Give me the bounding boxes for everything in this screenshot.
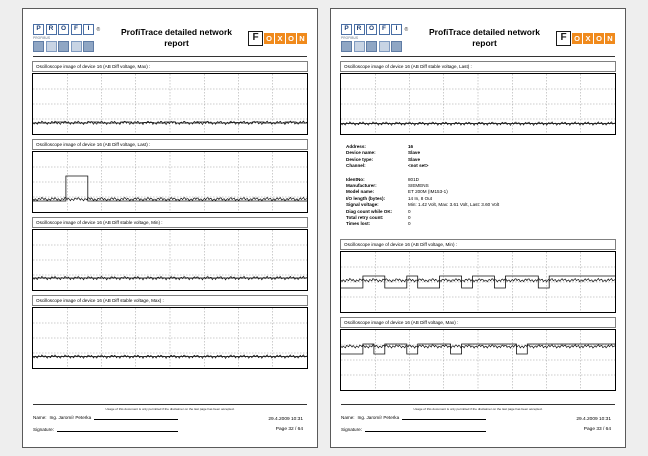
info-value: <not set> bbox=[408, 163, 429, 169]
scope-section bbox=[32, 61, 308, 135]
info-value: 0 bbox=[408, 208, 411, 214]
footer-disclaimer: Usage of this document is only permitted if the disclaimer on the last page has been accepted. bbox=[413, 407, 543, 411]
report-title: ProfiTrace detailed network report bbox=[120, 27, 232, 48]
foxon-logo-icon bbox=[248, 31, 307, 46]
profibus-logo-letter: P bbox=[341, 24, 352, 35]
footer-name-value: Ing. Jaromír Peterka bbox=[357, 415, 400, 420]
footer-timestamp: 29.4.2009 10:31 bbox=[268, 417, 303, 422]
footer-divider bbox=[341, 404, 615, 405]
page-content bbox=[32, 61, 308, 404]
footer-signature-label: Signature: bbox=[33, 427, 54, 432]
footer-signature-label: Signature: bbox=[341, 427, 362, 432]
foxon-logo-letter: O bbox=[286, 33, 296, 44]
info-label: Device name: bbox=[346, 150, 376, 156]
scope-section bbox=[340, 317, 616, 391]
scope-section-title: Oscilloscope image of device 16 (AB Diff stable voltage, Last) : bbox=[340, 61, 616, 72]
info-label: Signal voltage: bbox=[346, 202, 379, 208]
profibus-logo-block bbox=[354, 41, 365, 52]
oscilloscope-chart[interactable] bbox=[340, 251, 616, 313]
info-label: Total retry count: bbox=[346, 215, 384, 221]
scope-section-title: Oscilloscope image of device 16 (AB Diff voltage, Max) : bbox=[32, 61, 308, 72]
scope-section-title: Oscilloscope image of device 16 (AB Diff voltage, Min) : bbox=[340, 239, 616, 250]
info-row bbox=[346, 221, 614, 227]
info-label: Address: bbox=[346, 144, 366, 149]
profibus-logo-block bbox=[83, 41, 94, 52]
footer-name-label: Name: bbox=[33, 415, 47, 420]
foxon-logo-letter: O bbox=[594, 33, 604, 44]
info-label: Diag count while OK: bbox=[346, 208, 393, 214]
page-footer bbox=[340, 404, 616, 439]
info-value: 14 In, 8 Out bbox=[408, 195, 433, 201]
foxon-logo-letter: N bbox=[297, 33, 307, 44]
info-value: SIEMENS bbox=[408, 183, 429, 189]
footer-page-number: Page 32 / 64 bbox=[275, 427, 303, 432]
scope-section bbox=[340, 61, 616, 135]
scope-section bbox=[32, 217, 308, 291]
footer-signature-underline bbox=[365, 430, 486, 432]
oscilloscope-chart[interactable] bbox=[32, 151, 308, 213]
scope-section-title: Oscilloscope image of device 16 (AB Diff stable voltage, Max) : bbox=[32, 295, 308, 306]
info-value: 16 bbox=[408, 144, 414, 149]
info-value: 0 bbox=[408, 221, 411, 227]
profibus-logo-block bbox=[366, 41, 377, 52]
profibus-logo-letter: O bbox=[366, 24, 377, 35]
footer-name-value: Ing. Jaromír Peterka bbox=[49, 415, 92, 420]
info-row bbox=[346, 163, 614, 169]
foxon-logo-letter: O bbox=[264, 33, 274, 44]
footer-name-label: Name: bbox=[341, 415, 355, 420]
profibus-logo-icon bbox=[33, 24, 105, 52]
footer-signature-row bbox=[341, 427, 486, 432]
scope-section bbox=[32, 295, 308, 369]
profibus-logo-letter: P bbox=[33, 24, 44, 35]
info-label: Manufacturer: bbox=[346, 183, 377, 189]
profibus-logo-letter: R bbox=[46, 24, 57, 35]
footer-signature-row bbox=[33, 427, 178, 432]
footer-name-underline bbox=[402, 418, 486, 420]
footer-page-number: Page 33 / 64 bbox=[583, 427, 611, 432]
footer-name-underline bbox=[94, 418, 178, 420]
profibus-logo-block bbox=[71, 41, 82, 52]
scope-section-title: Oscilloscope image of device 16 (AB Diff stable voltage, Min) : bbox=[32, 217, 308, 228]
info-label: IdentNo: bbox=[346, 176, 365, 182]
info-value: Min: 1.42 Volt, Max: 3.61 Volt, Last: 3.60 Volt bbox=[408, 202, 500, 208]
foxon-logo-letter: X bbox=[583, 33, 593, 44]
registered-mark: ® bbox=[404, 26, 409, 33]
info-value: 0 bbox=[408, 215, 411, 221]
info-label: I/O length (bytes): bbox=[346, 195, 386, 201]
page-footer bbox=[32, 404, 308, 439]
header-divider bbox=[341, 56, 615, 57]
device-info-block bbox=[346, 144, 614, 235]
scope-section bbox=[340, 239, 616, 313]
info-label: Device type: bbox=[346, 156, 374, 162]
info-label: Times lost: bbox=[346, 221, 371, 227]
info-value: Slave bbox=[408, 150, 421, 156]
profibus-logo-subtitle: PROFIBUS bbox=[33, 36, 51, 40]
scope-section-title: Oscilloscope image of device 16 (AB Diff voltage, Last) : bbox=[32, 139, 308, 150]
foxon-logo-letter: N bbox=[605, 33, 615, 44]
profibus-logo-letter: R bbox=[354, 24, 365, 35]
oscilloscope-chart[interactable] bbox=[340, 73, 616, 135]
profibus-logo-block bbox=[33, 41, 44, 52]
info-value: 801D bbox=[408, 176, 419, 182]
foxon-logo-letter-f: F bbox=[248, 31, 263, 46]
page-header bbox=[33, 23, 307, 53]
profibus-logo-letter: F bbox=[379, 24, 390, 35]
device-details-group bbox=[346, 177, 614, 228]
profibus-logo-subtitle: PROFIBUS bbox=[341, 36, 359, 40]
foxon-logo-letter: X bbox=[275, 33, 285, 44]
foxon-logo-letter-f: F bbox=[556, 31, 571, 46]
profibus-logo-letter: I bbox=[391, 24, 402, 35]
footer-signature-underline bbox=[57, 430, 178, 432]
info-label: Channel: bbox=[346, 163, 366, 169]
profibus-logo-block bbox=[379, 41, 390, 52]
report-page-left[interactable] bbox=[22, 8, 318, 448]
oscilloscope-chart[interactable] bbox=[32, 307, 308, 369]
info-value: Slave bbox=[408, 156, 421, 162]
report-title: ProfiTrace detailed network report bbox=[428, 27, 540, 48]
profibus-logo-letter: I bbox=[83, 24, 94, 35]
footer-divider bbox=[33, 404, 307, 405]
info-label: Model name: bbox=[346, 189, 375, 195]
oscilloscope-chart[interactable] bbox=[32, 229, 308, 291]
registered-mark: ® bbox=[96, 26, 101, 33]
profibus-logo-block bbox=[341, 41, 352, 52]
page-content bbox=[340, 61, 616, 404]
oscilloscope-chart[interactable] bbox=[340, 329, 616, 391]
report-page-right[interactable] bbox=[330, 8, 626, 448]
scope-section bbox=[32, 139, 308, 213]
device-identity-group bbox=[346, 144, 614, 170]
profibus-logo-icon bbox=[341, 24, 413, 52]
profibus-logo-letter: O bbox=[58, 24, 69, 35]
footer-name-row bbox=[33, 415, 178, 420]
footer-name-row bbox=[341, 415, 486, 420]
foxon-logo-letter: O bbox=[572, 33, 582, 44]
footer-disclaimer: Usage of this document is only permitted if the disclaimer on the last page has been accepted. bbox=[105, 407, 235, 411]
scope-section-title: Oscilloscope image of device 16 (AB Diff voltage, Max) : bbox=[340, 317, 616, 328]
info-value: ET 200M (IM153-1) bbox=[408, 189, 448, 195]
foxon-logo-icon bbox=[556, 31, 615, 46]
footer-timestamp: 29.4.2009 10:31 bbox=[576, 417, 611, 422]
page-header bbox=[341, 23, 615, 53]
profibus-logo-block bbox=[58, 41, 69, 52]
profibus-logo-block bbox=[46, 41, 57, 52]
header-divider bbox=[33, 56, 307, 57]
oscilloscope-chart[interactable] bbox=[32, 73, 308, 135]
profibus-logo-letter: F bbox=[71, 24, 82, 35]
profibus-logo-block bbox=[391, 41, 402, 52]
